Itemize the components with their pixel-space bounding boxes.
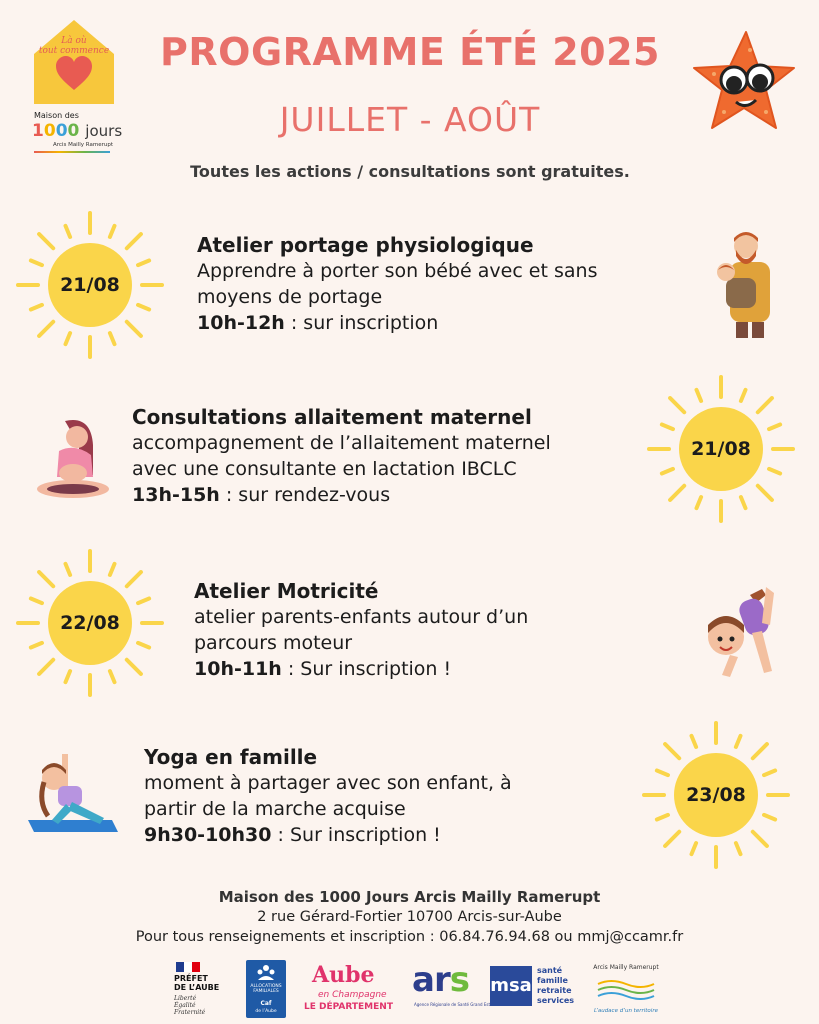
river-wave-icon <box>596 978 656 1000</box>
event-desc-line: partir de la marche acquise <box>144 798 406 820</box>
event-registration: : Sur inscription ! <box>281 658 452 680</box>
event-title: Atelier portage physiologique <box>197 233 534 257</box>
event-registration: : sur inscription <box>284 312 439 334</box>
event-motricite <box>194 578 528 682</box>
yoga-child-icon <box>22 752 120 836</box>
msa-line-1: santé <box>537 966 563 975</box>
event-date-label: 22/08 <box>60 612 120 634</box>
event-hours: 13h-15h <box>132 484 220 506</box>
aube-name: Aube <box>312 962 375 988</box>
aube-departement: LE DÉPARTEMENT <box>304 1002 393 1012</box>
event-desc-line: moyens de portage <box>197 286 383 308</box>
babywearing-father-icon <box>712 228 774 340</box>
event-time <box>194 656 528 682</box>
caf-family-icon <box>256 964 276 982</box>
ars-letters: ar <box>412 960 450 1000</box>
caf-line-1: ALLOCATIONS <box>250 984 282 989</box>
prefet-line-2: DE L’AUBE <box>174 983 220 992</box>
ars-letter-s: s <box>449 960 469 1000</box>
event-date-label: 21/08 <box>691 438 751 460</box>
tumbling-child-icon <box>700 585 780 681</box>
msa-line-2: famille <box>537 976 568 985</box>
french-flag-icon <box>176 962 200 972</box>
footer-contact: Pour tous renseignements et inscription : 06.84.76.94.68 ou mmj@ccamr.fr <box>135 929 684 945</box>
logo-jours-word: jours <box>85 122 123 140</box>
caf-line-3: Caf <box>260 1000 272 1007</box>
event-hours: 10h-11h <box>194 658 282 680</box>
logo-tagline-1: Là où <box>61 36 87 46</box>
event-desc-line: Apprendre à porter son bébé avec et sans <box>197 260 598 282</box>
event-hours: 9h30-10h30 <box>144 824 272 846</box>
ars-logo <box>410 960 491 1018</box>
caf-line-4: de l’Aube <box>255 1009 277 1014</box>
page-title: PROGRAMME ÉTÉ 2025 <box>160 30 660 74</box>
event-desc-line: atelier parents-enfants autour d’un <box>194 606 529 628</box>
logo-tagline-2: tout commence <box>38 46 110 56</box>
event-desc-line: moment à partager avec son enfant, à <box>144 772 512 794</box>
msa-line-4: services <box>537 996 575 1005</box>
event-hours: 10h-12h <box>197 312 285 334</box>
aube-departement-logo <box>302 960 396 1018</box>
logo-1000-jours: 1000 jours <box>32 121 123 141</box>
aube-region: en Champagne <box>318 990 387 1000</box>
free-note: Toutes les actions / consultations sont gratuites. <box>190 162 630 181</box>
caf-aube-logo <box>246 960 286 1018</box>
event-allaitement <box>132 404 551 508</box>
event-title: Atelier Motricité <box>194 579 379 603</box>
event-date <box>646 374 796 524</box>
footer-address: 2 rue Gérard-Fortier 10700 Arcis-sur-Aube <box>257 909 562 925</box>
ccamr-slogan: L’audace d’un territoire <box>594 1008 658 1014</box>
event-title: Yoga en famille <box>144 745 318 769</box>
msa-logo <box>490 960 582 1018</box>
event-title: Consultations allaitement maternel <box>132 405 532 429</box>
ccamr-logo <box>592 960 660 1018</box>
event-desc-line: accompagnement de l’allaitement maternel <box>132 432 551 454</box>
page-subtitle: JUILLET - AOÛT <box>279 100 541 139</box>
logo-color-bar <box>34 151 110 153</box>
event-date <box>15 210 165 360</box>
event-registration: : sur rendez-vous <box>219 484 391 506</box>
event-desc-line: avec une consultante en lactation IBCLC <box>132 458 517 480</box>
prefet-motto-2: Égalité <box>174 1002 196 1009</box>
event-yoga <box>144 744 512 848</box>
event-date-label: 23/08 <box>686 784 746 806</box>
event-desc-line: parcours moteur <box>194 632 353 654</box>
ars-subtitle: Agence Régionale de Santé Grand Est <box>414 1002 491 1007</box>
logo-maison: Maison des <box>34 111 79 120</box>
msa-box: msa <box>490 966 532 1006</box>
maison-1000-jours-logo <box>28 18 123 153</box>
caf-line-2: FAMILIALES <box>253 989 279 994</box>
prefet-motto-3: Fraternité <box>174 1009 206 1016</box>
ccamr-places: Arcis Mailly Ramerupt <box>593 964 659 971</box>
star-mascot-icon <box>690 28 798 136</box>
event-time <box>197 310 597 336</box>
prefet-line-1: PRÉFET <box>174 974 208 983</box>
event-portage <box>197 232 597 336</box>
prefet-aube-logo <box>172 960 234 1018</box>
event-time <box>132 482 551 508</box>
event-date-label: 21/08 <box>60 274 120 296</box>
event-date <box>641 720 791 870</box>
prefet-motto-1: Liberté <box>174 995 197 1002</box>
footer-organization: Maison des 1000 Jours Arcis Mailly Ramerupt <box>218 888 601 906</box>
breastfeeding-mother-icon <box>35 415 111 499</box>
logo-place: Arcis Mailly Ramerupt <box>53 142 113 148</box>
event-date <box>15 548 165 698</box>
msa-line-3: retraite <box>537 986 572 995</box>
event-time <box>144 822 512 848</box>
house-heart-icon <box>32 18 116 106</box>
event-registration: : Sur inscription ! <box>271 824 441 846</box>
